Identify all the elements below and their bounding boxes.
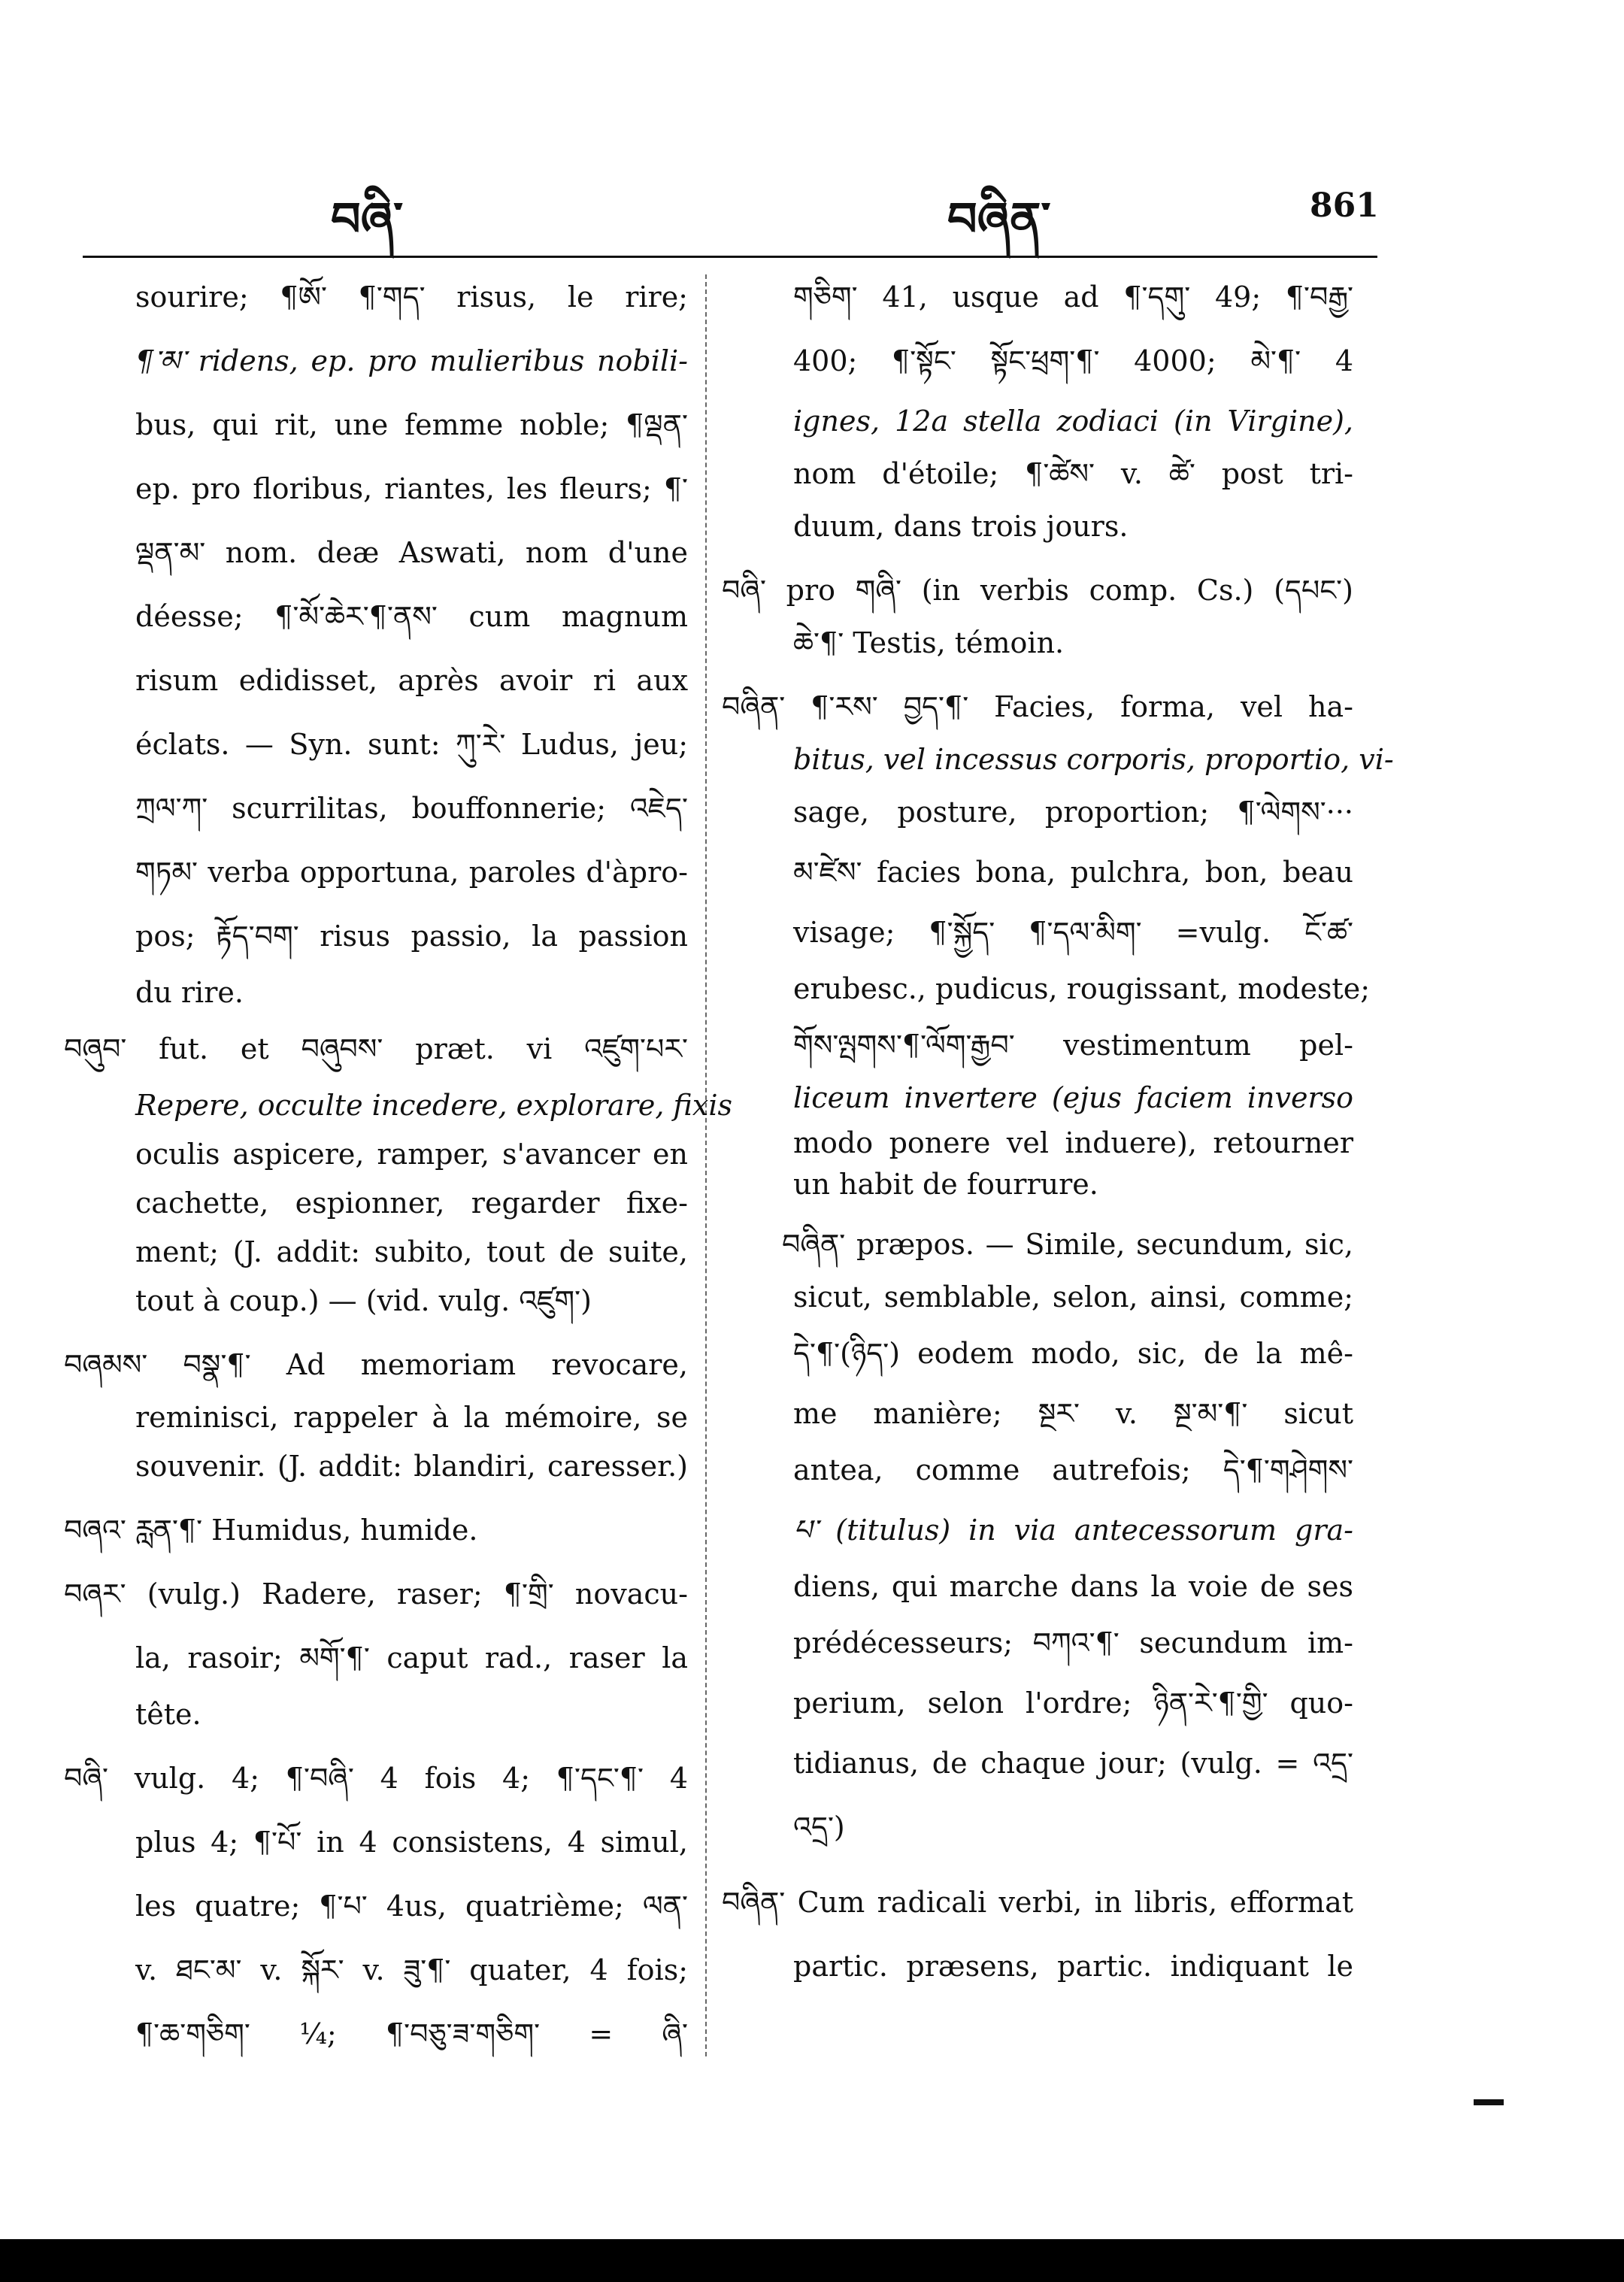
left-entry-bzha: བཞའ་ རླན་¶་ Humidus, humide. [64,1514,478,1547]
left-line-15: oculis aspicere, ramper, s'avancer en [135,1138,688,1171]
column-divider [705,274,707,2056]
right-line-10: sage, posture, proportion; ¶་ལེགས་··· [793,796,1353,829]
right-entry-bzhi: བཞི་ pro གཞི་ (in verbis comp. Cs.) (དཔང་) [722,574,1353,607]
left-line-4: ep. pro floribus, riantes, les fleurs; ¶་ [135,472,688,505]
right-line-27: tidianus, de chaque jour; (vulg. = འདྲ་ [793,1747,1353,1780]
right-line-1: གཅིག་ 41, usque ad ¶་དགུ་ 49; ¶་བརྒྱ་ [793,280,1353,314]
left-line-2: ¶་མ་ ridens, ep. pro mulieribus nobili- [135,344,688,377]
left-line-16: cachette, espionner, regarder fixe- [135,1186,688,1220]
header-word-right: བཞིན་ [947,192,1051,247]
left-line-21: souvenir. (J. addit: blandiri, caresser.) [135,1450,688,1483]
right-line-14: གོས་ལྤགས་¶་ལོག་རྒྱབ་ vestimentum pel- [793,1029,1353,1062]
left-line-20: reminisci, rappeler à la mémoire, se [135,1401,688,1434]
left-line-25: tête. [135,1698,201,1731]
right-line-16: modo ponere vel induere), retourner [793,1126,1353,1159]
right-line-19: sicut, semblable, selon, ainsi, comme; [793,1280,1353,1314]
header-rule [83,256,1377,258]
right-line-9: bitus, vel incessus corporis, proportio, vi- [793,743,1394,776]
right-line-30: partic. præsens, partic. indiquant le [793,1950,1353,1983]
left-line-3: bus, qui rit, une femme noble; ¶ལྡན་ [135,408,688,441]
right-line-3: ignes, 12a stella zodiaci (in Virgine), [793,405,1353,438]
right-line-25: prédécesseurs; བཀའ་¶་ secundum im- [793,1626,1353,1659]
right-line-13: erubesc., pudicus, rougissant, modeste; [793,972,1370,1005]
scan-bottom-bar [0,2239,1624,2282]
right-entry-bzhin-1: བཞིན་ ¶་རས་ བྱད་¶་ Facies, forma, vel ha- [722,690,1353,723]
right-line-5: duum, dans trois jours. [793,510,1129,543]
left-entry-bzhams: བཞམས་ བསྣ་¶་ Ad memoriam revocare, [64,1348,688,1381]
left-line-18: tout à coup.) — (vid. vulg. འཛུག་) [135,1284,592,1317]
left-line-27: plus 4; ¶་པོ་ in 4 consistens, 4 simul, [135,1826,688,1859]
left-line-12: du rire. [135,976,244,1009]
left-line-28: les quatre; ¶་པ་ 4us, quatrième; ལན་ [135,1890,688,1923]
left-line-9: ཀྲལ་ཀ་ scurrilitas, bouffonnerie; འཇེད་ [135,792,688,825]
left-line-6: déesse; ¶་མོ་ཆེར་¶་ནས་ cum magnum [135,600,688,633]
left-line-8: éclats. — Syn. sunt: ཀུ་རེ་ Ludus, jeu; [135,728,688,761]
left-line-5: ལྡན་མ་ nom. deæ Aswati, nom d'une [135,536,688,569]
right-line-17: un habit de fourrure. [793,1168,1098,1201]
right-line-21: me manière; སྔར་ v. སྔ་མ་¶་ sicut [793,1397,1353,1430]
left-line-17: ment; (J. addit: subito, tout de suite, [135,1235,688,1268]
right-line-15: liceum invertere (ejus faciem inverso [793,1081,1353,1114]
right-line-26: perium, selon l'ordre; ཉིན་རེ་¶་གྱི་ quo- [793,1686,1353,1720]
left-line-11: pos; རྟོད་བག་ risus passio, la passion [135,920,688,953]
left-line-14: Repere, occulte incedere, explorare, fixis [135,1089,732,1122]
left-line-30: ¶་ཆ་གཅིག་ ¼; ¶་བཅུ་ཟ་གཅིག་ = ཞི་ [135,2017,688,2050]
right-line-22: antea, comme autrefois; དེ་¶་གཤེགས་ [793,1453,1353,1486]
left-line-29: v. ཐང་མ་ v. སྐོར་ v. ཟུ་¶་ quater, 4 fois; [135,1953,688,1987]
left-entry-bzhar: བཞར་ (vulg.) Radere, raser; ¶་གྲི་ novacu- [64,1577,688,1611]
right-line-28: འདྲ་) [793,1811,845,1844]
right-line-12: visage; ¶་སྐྱོད་ ¶་དལ་མིག་ =vulg. ངོ་ཚ་ [793,916,1353,949]
right-line-23: པ་ (titulus) in via antecessorum gra- [793,1514,1353,1547]
edge-mark [1474,2099,1504,2105]
right-line-2: 400; ¶་སྟོང་ སྟོང་ཕྲག་¶་ 4000; མེ་¶་ 4 [793,344,1353,377]
right-entry-bzhin-2: བཞིན་ præpos. — Simile, secundum, sic, [782,1228,1353,1261]
left-line-24: la, rasoir; མགོ་¶་ caput rad., raser la [135,1641,688,1674]
left-line-1: sourire; ¶ཨོ་ ¶་གད་ risus, le rire; [135,280,688,314]
right-entry-bzhin-3: བཞིན་ Cum radicali verbi, in libris, efformat [722,1886,1353,1919]
right-line-20: དེ་¶་(ཉིད་) eodem modo, sic, de la mê- [793,1337,1353,1370]
left-entry-bzhi: བཞི་ vulg. 4; ¶་བཞི་ 4 fois 4; ¶་དང་¶་ 4 [64,1762,688,1795]
left-line-7: risum edidisset, après avoir ri aux [135,664,688,697]
header-word-left: བཞི་ [331,192,404,247]
left-entry-bzhub: བཞུབ་ fut. et བཞུབས་ præt. vi འཛུག་པར་ [64,1032,688,1065]
right-line-7: ཆེ་¶་ Testis, témoin. [793,626,1065,659]
right-line-4: nom d'étoile; ¶་ཚེས་ v. ཚེ་ post tri- [793,457,1353,490]
page-number: 861 [1310,186,1379,225]
right-line-24: diens, qui marche dans la voie de ses [793,1570,1353,1603]
right-line-11: མ་ཛེས་ facies bona, pulchra, bon, beau [793,856,1353,889]
left-line-10: གཏམ་ verba opportuna, paroles d'àpro- [135,856,688,889]
